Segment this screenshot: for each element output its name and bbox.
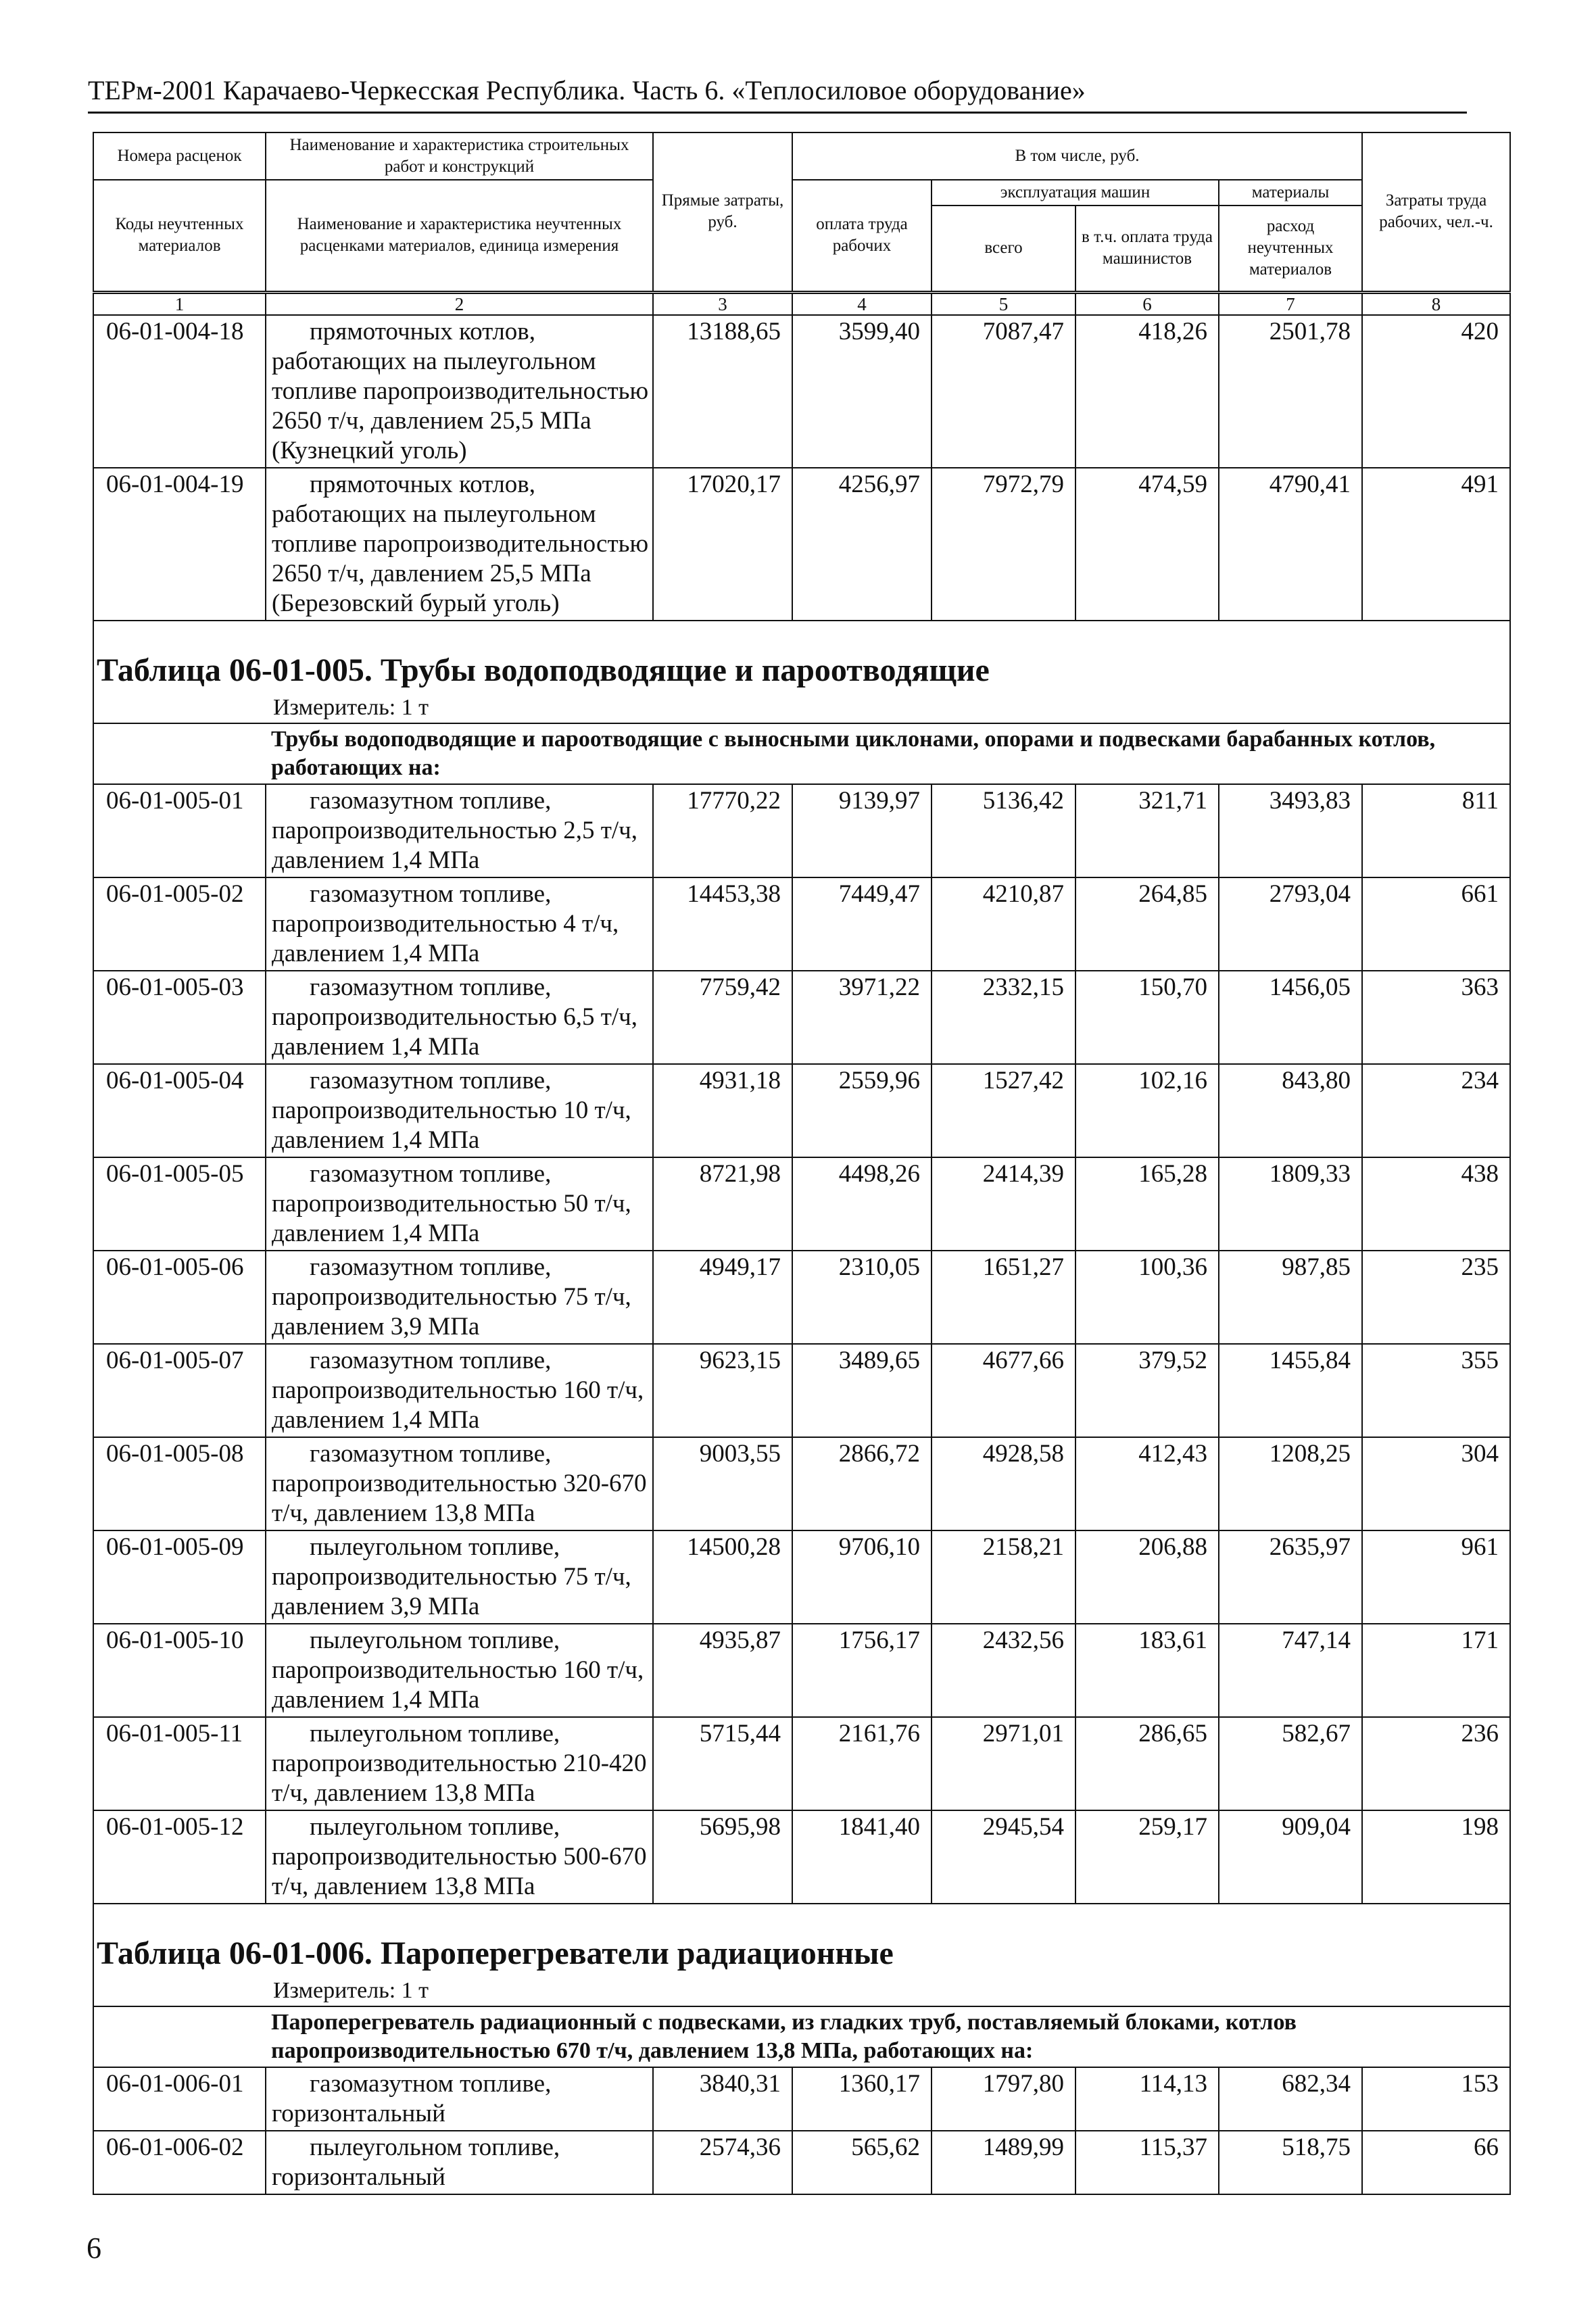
machines-total: 1651,27 <box>932 1251 1075 1344</box>
machinist-wages: 206,88 <box>1075 1530 1219 1624</box>
rate-description-text: пылеугольном топливе, паропроизводительностью 75 т/ч, давлением 3,9 МПа <box>272 1533 631 1620</box>
page-number: 6 <box>87 2231 101 2265</box>
table-row <box>93 1717 1510 1810</box>
worker-wages: 4256,97 <box>792 468 932 621</box>
worker-wages: 2310,05 <box>792 1251 932 1344</box>
column-numbers-row <box>93 292 1510 315</box>
header-codes-top: Номера расценок <box>93 132 266 180</box>
worker-wages: 3489,65 <box>792 1344 932 1437</box>
direct-costs: 13188,65 <box>653 315 792 468</box>
worker-wages: 3599,40 <box>792 315 932 468</box>
machinist-wages: 418,26 <box>1075 315 1219 468</box>
header-name-bottom: Наименование и характеристика неучтенных расценками материалов, единица измерения <box>266 180 653 292</box>
materials-cost: 1809,33 <box>1219 1157 1362 1251</box>
table-row <box>93 315 1510 468</box>
machinist-wages: 259,17 <box>1075 1810 1219 1904</box>
machines-total: 1489,99 <box>932 2131 1075 2194</box>
labor-hours: 234 <box>1362 1064 1510 1157</box>
table-title-row <box>93 621 1510 693</box>
rate-description-text: прямоточных котлов, работающих на пылеугольном топливе паропроизводительностью 2650 т/ч, давлением 25,5 МПа (Кузнецкий уголь) <box>272 317 649 464</box>
machinist-wages: 321,71 <box>1075 784 1219 877</box>
labor-hours: 438 <box>1362 1157 1510 1251</box>
header-materials: материалы <box>1219 180 1362 206</box>
machines-total: 7972,79 <box>932 468 1075 621</box>
direct-costs: 9623,15 <box>653 1344 792 1437</box>
rate-description-text: газомазутном топливе, паропроизводительностью 50 т/ч, давлением 1,4 МПа <box>272 1159 631 1247</box>
rates-table <box>93 132 1511 2195</box>
direct-costs: 3840,31 <box>653 2067 792 2131</box>
group-row <box>93 723 1510 784</box>
worker-wages: 9139,97 <box>792 784 932 877</box>
column-number: 7 <box>1219 292 1362 315</box>
machinist-wages: 165,28 <box>1075 1157 1219 1251</box>
table-title-row <box>93 1904 1510 1976</box>
machinist-wages: 264,85 <box>1075 877 1219 971</box>
rate-code: 06-01-005-09 <box>93 1530 266 1624</box>
table-row <box>93 784 1510 877</box>
worker-wages: 1360,17 <box>792 2067 932 2131</box>
rate-code: 06-01-005-08 <box>93 1437 266 1530</box>
table-title: Таблица 06-01-006. Пароперегреватели радиационные <box>93 1904 1510 1976</box>
machines-total: 2414,39 <box>932 1157 1075 1251</box>
table-row <box>93 468 1510 621</box>
labor-hours: 236 <box>1362 1717 1510 1810</box>
header-codes-bottom: Коды неучтенных материалов <box>93 180 266 292</box>
materials-cost: 2793,04 <box>1219 877 1362 971</box>
table-row <box>93 1624 1510 1717</box>
rate-description-text: газомазутном топливе, паропроизводительностью 2,5 т/ч, давлением 1,4 МПа <box>272 786 638 874</box>
worker-wages: 2161,76 <box>792 1717 932 1810</box>
machines-total: 2332,15 <box>932 971 1075 1064</box>
machines-total: 2432,56 <box>932 1624 1075 1717</box>
worker-wages: 2866,72 <box>792 1437 932 1530</box>
machinist-wages: 286,65 <box>1075 1717 1219 1810</box>
machines-total: 5136,42 <box>932 784 1075 877</box>
header-materials-use: расход неучтенных материалов <box>1219 206 1362 292</box>
rate-code: 06-01-006-02 <box>93 2131 266 2194</box>
rate-description-text: пылеугольном топливе, паропроизводительностью 210-420 т/ч, давлением 13,8 МПа <box>272 1719 647 1807</box>
table-row <box>93 877 1510 971</box>
column-number: 4 <box>792 292 932 315</box>
meter-row <box>93 1976 1510 2006</box>
rate-code: 06-01-005-04 <box>93 1064 266 1157</box>
direct-costs: 8721,98 <box>653 1157 792 1251</box>
labor-hours: 811 <box>1362 784 1510 877</box>
labor-hours: 153 <box>1362 2067 1510 2131</box>
rate-description <box>266 1437 653 1530</box>
column-number: 6 <box>1075 292 1219 315</box>
worker-wages: 565,62 <box>792 2131 932 2194</box>
materials-cost: 987,85 <box>1219 1251 1362 1344</box>
machines-total: 2971,01 <box>932 1717 1075 1810</box>
materials-cost: 2635,97 <box>1219 1530 1362 1624</box>
table-row <box>93 1530 1510 1624</box>
materials-cost: 3493,83 <box>1219 784 1362 877</box>
direct-costs: 2574,36 <box>653 2131 792 2194</box>
worker-wages: 1756,17 <box>792 1624 932 1717</box>
column-number: 1 <box>93 292 266 315</box>
rate-description <box>266 468 653 621</box>
rate-description <box>266 1157 653 1251</box>
machinist-wages: 100,36 <box>1075 1251 1219 1344</box>
header-including: В том числе, руб. <box>792 132 1362 180</box>
rate-description-text: газомазутном топливе, паропроизводительностью 6,5 т/ч, давлением 1,4 МПа <box>272 973 638 1061</box>
labor-hours: 961 <box>1362 1530 1510 1624</box>
rate-code: 06-01-005-07 <box>93 1344 266 1437</box>
machines-total: 4928,58 <box>932 1437 1075 1530</box>
machinist-wages: 115,37 <box>1075 2131 1219 2194</box>
rate-description <box>266 1251 653 1344</box>
labor-hours: 355 <box>1362 1344 1510 1437</box>
machines-total: 4210,87 <box>932 877 1075 971</box>
materials-cost: 682,34 <box>1219 2067 1362 2131</box>
worker-wages: 7449,47 <box>792 877 932 971</box>
machinist-wages: 474,59 <box>1075 468 1219 621</box>
direct-costs: 14453,38 <box>653 877 792 971</box>
labor-hours: 66 <box>1362 2131 1510 2194</box>
rate-description <box>266 1530 653 1624</box>
table-row <box>93 1251 1510 1344</box>
direct-costs: 4931,18 <box>653 1064 792 1157</box>
machinist-wages: 183,61 <box>1075 1624 1219 1717</box>
machinist-wages: 114,13 <box>1075 2067 1219 2131</box>
column-number: 2 <box>266 292 653 315</box>
materials-cost: 4790,41 <box>1219 468 1362 621</box>
header-machinist-wages: в т.ч. оплата труда машинистов <box>1075 206 1219 292</box>
direct-costs: 4949,17 <box>653 1251 792 1344</box>
labor-hours: 491 <box>1362 468 1510 621</box>
rate-description <box>266 1717 653 1810</box>
machinist-wages: 379,52 <box>1075 1344 1219 1437</box>
table-row <box>93 2067 1510 2131</box>
machinist-wages: 150,70 <box>1075 971 1219 1064</box>
direct-costs: 14500,28 <box>653 1530 792 1624</box>
rate-code: 06-01-004-19 <box>93 468 266 621</box>
table-row <box>93 2131 1510 2194</box>
rate-description <box>266 2067 653 2131</box>
labor-hours: 171 <box>1362 1624 1510 1717</box>
rate-description-text: газомазутном топливе, паропроизводительностью 10 т/ч, давлением 1,4 МПа <box>272 1066 631 1154</box>
labor-hours: 661 <box>1362 877 1510 971</box>
table-meter: Измеритель: 1 т <box>93 1976 1510 2006</box>
header-row-2 <box>93 180 1510 206</box>
worker-wages: 4498,26 <box>792 1157 932 1251</box>
materials-cost: 747,14 <box>1219 1624 1362 1717</box>
table-meter: Измеритель: 1 т <box>93 693 1510 723</box>
rate-code: 06-01-005-01 <box>93 784 266 877</box>
rate-description <box>266 1344 653 1437</box>
direct-costs: 17020,17 <box>653 468 792 621</box>
rate-description <box>266 971 653 1064</box>
group-caption: Пароперегреватель радиационный с подвесками, из гладких труб, поставляемый блоками, котлов паропроизводительностью 670 т/ч, давлением 13,8 МПа, работающих на: <box>93 2006 1510 2067</box>
rate-code: 06-01-005-10 <box>93 1624 266 1717</box>
meter-row <box>93 693 1510 723</box>
rate-description <box>266 315 653 468</box>
materials-cost: 1456,05 <box>1219 971 1362 1064</box>
materials-cost: 1455,84 <box>1219 1344 1362 1437</box>
machines-total: 7087,47 <box>932 315 1075 468</box>
table-row <box>93 1157 1510 1251</box>
labor-hours: 420 <box>1362 315 1510 468</box>
table-row <box>93 1064 1510 1157</box>
rate-code: 06-01-005-12 <box>93 1810 266 1904</box>
column-number: 3 <box>653 292 792 315</box>
rate-description-text: газомазутном топливе, горизонтальный <box>272 2069 552 2127</box>
rate-description <box>266 877 653 971</box>
materials-cost: 909,04 <box>1219 1810 1362 1904</box>
machines-total: 1527,42 <box>932 1064 1075 1157</box>
header-machines: эксплуатация машин <box>932 180 1219 206</box>
direct-costs: 5695,98 <box>653 1810 792 1904</box>
labor-hours: 198 <box>1362 1810 1510 1904</box>
direct-costs: 17770,22 <box>653 784 792 877</box>
table-row <box>93 1344 1510 1437</box>
machines-total: 2158,21 <box>932 1530 1075 1624</box>
rate-description <box>266 2131 653 2194</box>
rate-code: 06-01-005-05 <box>93 1157 266 1251</box>
table-row <box>93 971 1510 1064</box>
header-wages: оплата труда рабочих <box>792 180 932 292</box>
materials-cost: 518,75 <box>1219 2131 1362 2194</box>
header-name-top: Наименование и характеристика строительных работ и конструкций <box>266 132 653 180</box>
column-number: 5 <box>932 292 1075 315</box>
materials-cost: 1208,25 <box>1219 1437 1362 1530</box>
rate-description-text: газомазутном топливе, паропроизводительностью 320-670 т/ч, давлением 13,8 МПа <box>272 1439 647 1527</box>
table-row <box>93 1810 1510 1904</box>
rate-code: 06-01-005-02 <box>93 877 266 971</box>
rate-description-text: газомазутном топливе, паропроизводительностью 4 т/ч, давлением 1,4 МПа <box>272 879 619 967</box>
worker-wages: 1841,40 <box>792 1810 932 1904</box>
rate-description <box>266 1064 653 1157</box>
rate-code: 06-01-005-11 <box>93 1717 266 1810</box>
worker-wages: 3971,22 <box>792 971 932 1064</box>
direct-costs: 4935,87 <box>653 1624 792 1717</box>
header-machines-total: всего <box>932 206 1075 292</box>
column-number: 8 <box>1362 292 1510 315</box>
direct-costs: 5715,44 <box>653 1717 792 1810</box>
machines-total: 2945,54 <box>932 1810 1075 1904</box>
rate-description-text: пылеугольном топливе, паропроизводительностью 160 т/ч, давлением 1,4 МПа <box>272 1626 644 1714</box>
rate-code: 06-01-005-03 <box>93 971 266 1064</box>
header-row-1 <box>93 132 1510 180</box>
machines-total: 4677,66 <box>932 1344 1075 1437</box>
rate-description-text: прямоточных котлов, работающих на пылеугольном топливе паропроизводительностью 2650 т/ч, давлением 25,5 МПа (Березовский бурый уголь) <box>272 470 649 617</box>
direct-costs: 7759,42 <box>653 971 792 1064</box>
rate-description-text: газомазутном топливе, паропроизводительностью 75 т/ч, давлением 3,9 МПа <box>272 1253 631 1341</box>
table-title: Таблица 06-01-005. Трубы водоподводящие и пароотводящие <box>93 621 1510 693</box>
worker-wages: 2559,96 <box>792 1064 932 1157</box>
rate-description <box>266 784 653 877</box>
worker-wages: 9706,10 <box>792 1530 932 1624</box>
machinist-wages: 102,16 <box>1075 1064 1219 1157</box>
rate-description <box>266 1810 653 1904</box>
machines-total: 1797,80 <box>932 2067 1075 2131</box>
rate-code: 06-01-006-01 <box>93 2067 266 2131</box>
table-row <box>93 1437 1510 1530</box>
machinist-wages: 412,43 <box>1075 1437 1219 1530</box>
direct-costs: 9003,55 <box>653 1437 792 1530</box>
rate-description <box>266 1624 653 1717</box>
labor-hours: 363 <box>1362 971 1510 1064</box>
materials-cost: 843,80 <box>1219 1064 1362 1157</box>
rate-code: 06-01-005-06 <box>93 1251 266 1344</box>
rate-code: 06-01-004-18 <box>93 315 266 468</box>
rate-description-text: пылеугольном топливе, паропроизводительностью 500-670 т/ч, давлением 13,8 МПа <box>272 1812 647 1900</box>
rate-description-text: газомазутном топливе, паропроизводительностью 160 т/ч, давлением 1,4 МПа <box>272 1346 644 1434</box>
materials-cost: 582,67 <box>1219 1717 1362 1810</box>
materials-cost: 2501,78 <box>1219 315 1362 468</box>
labor-hours: 304 <box>1362 1437 1510 1530</box>
group-caption: Трубы водоподводящие и пароотводящие с выносными циклонами, опорами и подвесками барабанных котлов, работающих на: <box>93 723 1510 784</box>
rate-description-text: пылеугольном топливе, горизонтальный <box>272 2133 560 2191</box>
labor-hours: 235 <box>1362 1251 1510 1344</box>
running-header: ТЕРм-2001 Карачаево-Черкесская Республика. Часть 6. «Теплосиловое оборудование» <box>88 74 1467 114</box>
header-labor: Затраты труда рабочих, чел.-ч. <box>1362 132 1510 292</box>
group-row <box>93 2006 1510 2067</box>
header-direct-costs: Прямые затраты, руб. <box>653 132 792 292</box>
